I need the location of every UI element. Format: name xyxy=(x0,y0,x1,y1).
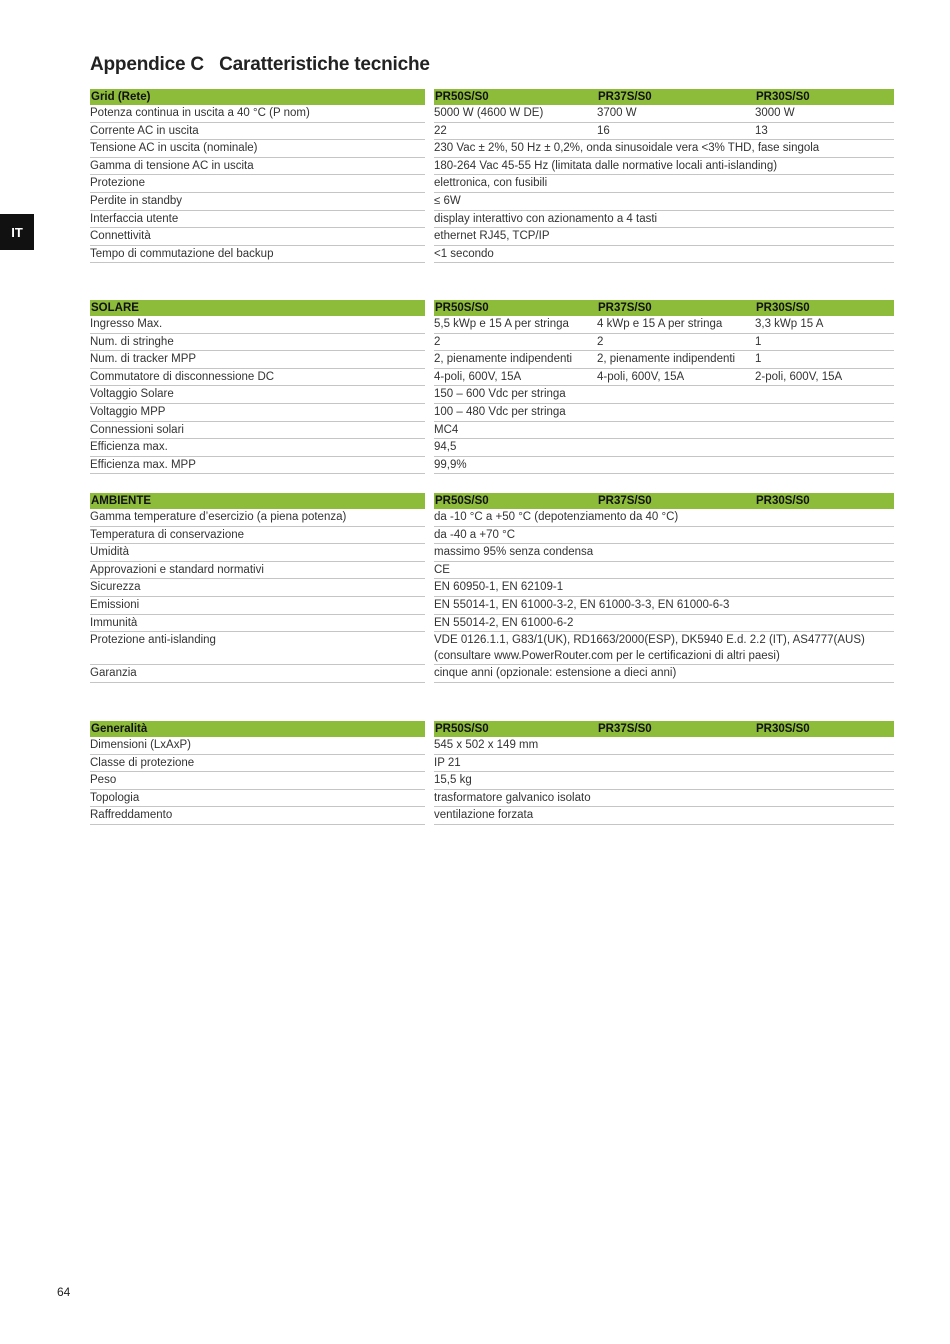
row-label: Ingresso Max. xyxy=(90,316,425,334)
table-row xyxy=(90,615,894,633)
row-label: Topologia xyxy=(90,790,425,808)
table-row xyxy=(90,422,894,440)
row-value: elettronica, con fusibili xyxy=(434,177,548,190)
table-row xyxy=(90,562,894,580)
table-row xyxy=(90,439,894,457)
row-value: 3,3 kWp 15 A xyxy=(755,318,824,330)
table-row xyxy=(90,790,894,808)
row-value: 13 xyxy=(755,124,768,137)
row-value: VDE 0126.1.1, G83/1(UK), RD1663/2000(ESP), DK5940 E.d. 2.2 (IT), AS4777(AUS) xyxy=(434,634,865,647)
row-label: Tempo di commutazione del backup xyxy=(90,246,425,264)
row-label: Efficienza max. MPP xyxy=(90,457,425,475)
row-value: 2, pienamente indipendenti xyxy=(597,353,736,366)
row-label: Emissioni xyxy=(90,597,425,615)
row-value: 2 xyxy=(597,335,604,348)
row-value: EN 60950-1, EN 62109-1 xyxy=(434,581,564,594)
row-label: Temperatura di conservazione xyxy=(90,527,425,545)
row-value: 3700 W xyxy=(597,107,637,119)
table-header xyxy=(90,493,894,509)
row-label: Dimensioni (LxAxP) xyxy=(90,737,425,755)
row-value: IP 21 xyxy=(434,756,461,769)
row-value: display interattivo con azionamento a 4 tasti xyxy=(434,212,658,225)
row-value: 99,9% xyxy=(434,458,467,471)
table-row xyxy=(90,140,894,158)
table-row xyxy=(90,334,894,352)
column-header: PR37S/S0 xyxy=(598,302,652,314)
row-value: 94,5 xyxy=(434,441,457,454)
row-value: trasformatore galvanico isolato xyxy=(434,791,591,804)
table-row xyxy=(90,386,894,404)
row-label: Num. di stringhe xyxy=(90,334,425,352)
row-label: Approvazioni e standard normativi xyxy=(90,562,425,580)
row-label: Immunità xyxy=(90,615,425,633)
row-label: Voltaggio MPP xyxy=(90,404,425,422)
row-value-continued: (consultare www.PowerRouter.com per le certificazioni di altri paesi) xyxy=(434,649,780,662)
general-spec-table xyxy=(90,721,894,825)
table-header xyxy=(90,721,894,737)
table-row xyxy=(90,665,894,683)
column-header: PR50S/S0 xyxy=(435,723,489,735)
row-label: Potenza continua in uscita a 40 °C (P nom) xyxy=(90,105,425,123)
row-value: 2-poli, 600V, 15A xyxy=(755,370,843,383)
page-number: 64 xyxy=(57,1285,71,1299)
row-label: Peso xyxy=(90,772,425,790)
row-value: 1 xyxy=(755,353,762,366)
row-value: 180-264 Vac 45-55 Hz (limitata dalle normative locali anti-islanding) xyxy=(434,159,778,172)
section-title: SOLARE xyxy=(90,300,425,316)
table-row xyxy=(90,105,894,123)
row-value: 2 xyxy=(434,335,441,348)
column-header: PR30S/S0 xyxy=(756,91,810,103)
table-row xyxy=(90,316,894,334)
table-row xyxy=(90,597,894,615)
column-header: PR30S/S0 xyxy=(756,495,810,507)
ambient-spec-table xyxy=(90,493,894,683)
table-row xyxy=(90,123,894,141)
row-value: EN 55014-2, EN 61000-6-2 xyxy=(434,616,574,629)
row-value: 5,5 kWp e 15 A per stringa xyxy=(434,318,569,330)
table-row xyxy=(90,807,894,825)
table-row xyxy=(90,351,894,369)
row-value: EN 55014-1, EN 61000-3-2, EN 61000-3-3, EN 61000-6-3 xyxy=(434,598,730,611)
row-label: Classe di protezione xyxy=(90,755,425,773)
table-row xyxy=(90,457,894,475)
solar-spec-table xyxy=(90,300,894,474)
row-value: 15,5 kg xyxy=(434,774,472,787)
row-label: Voltaggio Solare xyxy=(90,386,425,404)
table-row xyxy=(90,175,894,193)
column-header: PR37S/S0 xyxy=(598,91,652,103)
row-value: 4-poli, 600V, 15A xyxy=(434,370,522,383)
table-row xyxy=(90,737,894,755)
table-row xyxy=(90,755,894,773)
row-label: Connettività xyxy=(90,228,425,246)
row-value: da -40 a +70 °C xyxy=(434,528,515,541)
row-value: 1 xyxy=(755,335,762,348)
row-label: Tensione AC in uscita (nominale) xyxy=(90,140,425,158)
row-label: Corrente AC in uscita xyxy=(90,123,425,141)
row-label: Protezione anti-islanding xyxy=(90,632,425,665)
row-value: 22 xyxy=(434,124,447,137)
row-value: <1 secondo xyxy=(434,247,494,260)
row-value: da -10 °C a +50 °C (depotenziamento da 40 °C) xyxy=(434,511,679,523)
section-title: AMBIENTE xyxy=(90,493,425,509)
page-title: Appendice C Caratteristiche tecniche xyxy=(90,54,430,75)
table-row xyxy=(90,579,894,597)
column-header: PR37S/S0 xyxy=(598,723,652,735)
grid-spec-table xyxy=(90,89,894,263)
row-label: Gamma temperature d’esercizio (a piena potenza) xyxy=(90,509,425,527)
table-row xyxy=(90,369,894,387)
table-row xyxy=(90,632,894,665)
row-label: Perdite in standby xyxy=(90,193,425,211)
section-title: Grid (Rete) xyxy=(90,89,425,105)
row-value: ethernet RJ45, TCP/IP xyxy=(434,230,550,243)
row-value: cinque anni (opzionale: estensione a dieci anni) xyxy=(434,667,677,680)
row-label: Commutatore di disconnessione DC xyxy=(90,369,425,387)
table-row xyxy=(90,246,894,264)
row-value: 100 – 480 Vdc per stringa xyxy=(434,405,566,418)
table-row xyxy=(90,211,894,229)
row-label: Protezione xyxy=(90,175,425,193)
row-label: Umidità xyxy=(90,544,425,562)
language-tab: IT xyxy=(0,214,34,250)
row-label: Raffreddamento xyxy=(90,807,425,825)
column-header: PR50S/S0 xyxy=(435,495,489,507)
column-header: PR37S/S0 xyxy=(598,495,652,507)
row-value: 545 x 502 x 149 mm xyxy=(434,739,539,751)
row-value: ≤ 6W xyxy=(434,194,461,207)
row-value: ventilazione forzata xyxy=(434,809,534,822)
table-row xyxy=(90,527,894,545)
row-label: Interfaccia utente xyxy=(90,211,425,229)
table-row xyxy=(90,544,894,562)
table-row xyxy=(90,228,894,246)
table-row xyxy=(90,509,894,527)
row-value: 150 – 600 Vdc per stringa xyxy=(434,388,566,401)
column-header: PR30S/S0 xyxy=(756,302,810,314)
row-value: CE xyxy=(434,563,450,576)
table-row xyxy=(90,404,894,422)
row-value: 2, pienamente indipendenti xyxy=(434,353,573,366)
column-header: PR50S/S0 xyxy=(435,302,489,314)
column-header: PR50S/S0 xyxy=(435,91,489,103)
table-header xyxy=(90,300,894,316)
row-label: Garanzia xyxy=(90,665,425,683)
table-row xyxy=(90,193,894,211)
row-value: 4-poli, 600V, 15A xyxy=(597,370,685,383)
row-label: Gamma di tensione AC in uscita xyxy=(90,158,425,176)
row-value: massimo 95% senza condensa xyxy=(434,546,594,559)
table-header xyxy=(90,89,894,105)
row-value: 16 xyxy=(597,124,610,137)
row-value: MC4 xyxy=(434,423,459,436)
row-value: 5000 W (4600 W DE) xyxy=(434,107,544,119)
table-row xyxy=(90,772,894,790)
column-header: PR30S/S0 xyxy=(756,723,810,735)
row-value: 4 kWp e 15 A per stringa xyxy=(597,318,723,330)
row-value: 3000 W xyxy=(755,107,795,119)
row-label: Efficienza max. xyxy=(90,439,425,457)
row-label: Sicurezza xyxy=(90,579,425,597)
row-value: 230 Vac ± 2%, 50 Hz ± 0,2%, onda sinusoidale vera <3% THD, fase singola xyxy=(434,142,820,155)
row-label: Num. di tracker MPP xyxy=(90,351,425,369)
row-label: Connessioni solari xyxy=(90,422,425,440)
section-title: Generalità xyxy=(90,721,425,737)
table-row xyxy=(90,158,894,176)
